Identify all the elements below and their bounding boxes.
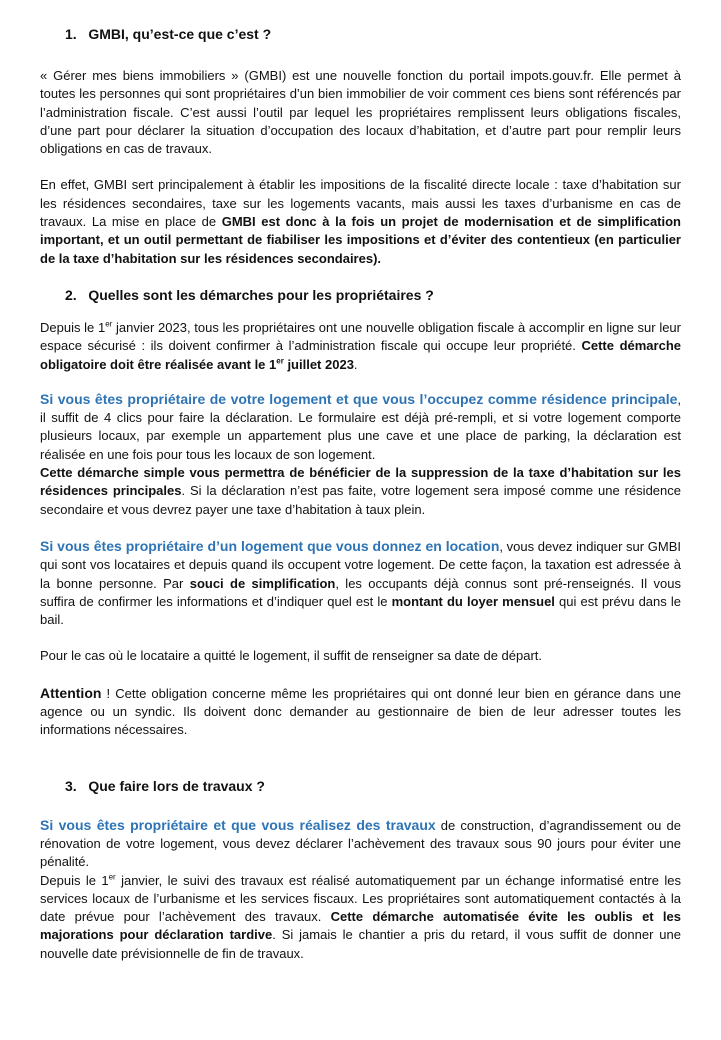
text-run: Depuis le 1 — [40, 872, 109, 888]
superscript: er — [105, 319, 113, 329]
bold-text-run: Cette démarche obligatoire doit être réalisée avant le 1 — [40, 338, 681, 372]
highlighted-text: Si vous êtes propriétaire et que vous réalisez des travaux — [40, 816, 436, 833]
section-2-paragraph-2 — [40, 390, 681, 464]
superscript: er — [108, 872, 116, 882]
section-1-heading: 1. GMBI, qu’est-ce que c’est ? — [65, 26, 272, 42]
section-2-heading: 2. Quelles sont les démarches pour les propriétaires ? — [65, 286, 434, 303]
section-3-paragraph-2 — [40, 872, 681, 963]
text-run: janvier 2023, tous les propriétaires ont une nouvelle obligation fiscale à accomplir en ligne sur leur espace sécurisé : ils doivent confirmer à l’administration fiscale qui occupe leur propriété. — [40, 319, 681, 354]
text-run: de construction, d’agrandissement ou de rénovation de votre logement, vous devez déclarer l’achèvement des travaux sous 90 jours pour éviter une pénalité. — [40, 817, 681, 870]
bold-text-run: GMBI est donc à la fois un projet de modernisation et de simplification important, et un outil permettant de fiabiliser les impositions et d’éviter des contentieux (en particulier de la taxe d’habitation sur les résidences secondaires). — [40, 214, 681, 266]
text-run: ! Cette obligation concerne même les propriétaires qui ont donné leur bien en gérance dans une agence ou un syndic. Ils doivent donc demander au gestionnaire de bien de leur adresser toutes les informations nécessaires. — [40, 685, 681, 738]
bold-text-run: Cette démarche automatisée évite les oublis et les majorations pour déclaration tardive — [40, 909, 681, 943]
bold-text-run: juillet 2023 — [283, 356, 354, 372]
highlighted-text: Si vous êtes propriétaire d’un logement que vous donnez en location — [40, 537, 500, 554]
section-2-paragraph-4 — [40, 537, 681, 629]
section-3-paragraph-1 — [40, 816, 681, 872]
bold-text-run: Cette démarche simple vous permettra de bénéficier de la suppression de la taxe d’habitation sur les résidences principales — [40, 465, 681, 499]
bold-text-run: montant du loyer mensuel — [391, 593, 555, 609]
text-run: En effet, GMBI sert principalement à établir les impositions de la fiscalité directe locale : taxe d’habitation sur les résidences secondaires, taxe sur les logements vacants, mais aussi les taxes d’urbanisme en cas de travaux. La mise en place de — [40, 177, 681, 230]
text-run: , les occupants déjà connus sont pré-renseignés. Il vous suffira de confirmer les informations et d’indiquer quel est le — [40, 575, 681, 609]
text-run: qui est prévu dans le bail. — [40, 593, 681, 628]
section-1-paragraph-2 — [40, 176, 681, 267]
section-2-paragraph-5: Pour le cas où le locataire a quitté le logement, il suffit de renseigner sa date de départ. — [40, 648, 543, 664]
section-3-heading: 3. Que faire lors de travaux ? — [65, 777, 265, 794]
highlighted-text: Si vous êtes propriétaire de votre logement et que vous l’occupez comme résidence principale — [40, 390, 678, 407]
text-run: janvier, le suivi des travaux est réalisé automatiquement par un échange informatisé entre les services locaux de l’urbanisme et les services fiscaux. Les propriétaires sont automatiquement contactés à la date prévue pour l’achèvement des travaux. — [40, 872, 681, 925]
section-2-paragraph-1 — [40, 319, 681, 374]
section-2-paragraph-6 — [40, 684, 681, 740]
superscript: er — [276, 356, 284, 366]
text-run: Depuis le 1 — [40, 319, 106, 335]
text-run: , il suffit de 4 clics pour faire la déclaration. Le formulaire est déjà pré-rempli, et si votre logement comporte plusieurs locaux, par exemple un appartement plus une cave et une place de parking, la déclaration est réalisée en une fois pour tous les locaux de son logement. — [40, 391, 681, 462]
bold-text-run: souci de simplification — [189, 575, 336, 591]
attention-label: Attention — [40, 684, 102, 701]
text-run: , vous devez indiquer sur GMBI qui sont vos locataires et depuis quand ils occupent votre logement. De cette façon, la taxation est adressée à la bonne personne. Par — [40, 538, 681, 591]
text-run: . Si jamais le chantier a pris du retard, il vous suffit de donner une nouvelle date prévisionnelle de fin de travaux. — [40, 927, 682, 961]
text-run: . Si la déclaration n’est pas faite, votre logement sera imposé comme une résidence secondaire et vous devrez payer une taxe d’habitation à taux plein. — [40, 483, 681, 517]
section-1-paragraph-1: « Gérer mes biens immobiliers » (GMBI) est une nouvelle fonction du portail impots.gouv.fr. Elle permet à toutes les personnes qui sont propriétaires d’un bien immobilier de voir comment ces biens sont référencés par l’administration fiscale. C’est aussi l’outil par lequel les propriétaires remplissent leurs obligations fiscales, d’une part pour déclarer la situation d’occupation des locaux d’habitation, et d’autre part pour remplir leurs obligations en cas de travaux. — [40, 68, 681, 157]
section-2-paragraph-3 — [40, 464, 681, 519]
text-run: . — [353, 356, 358, 372]
